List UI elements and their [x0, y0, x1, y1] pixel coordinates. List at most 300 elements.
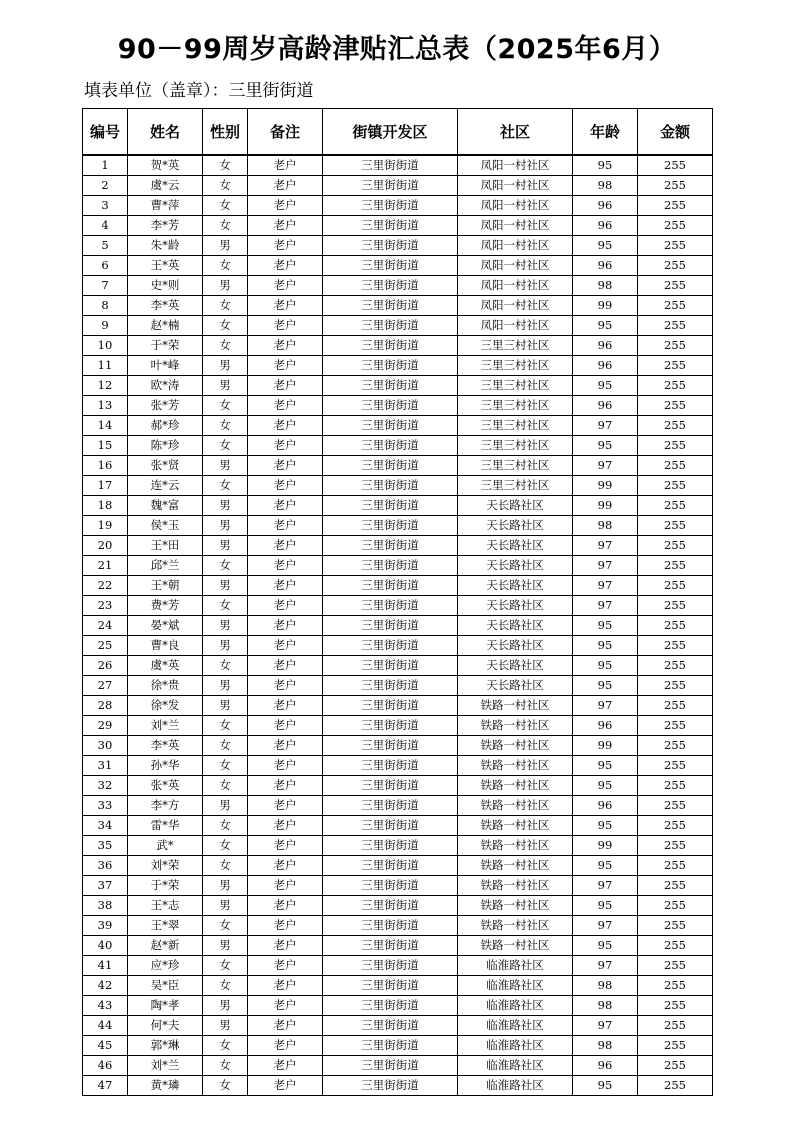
table-row [83, 1016, 713, 1036]
cell-id: 25 [83, 636, 128, 656]
cell-gender: 女 [203, 396, 248, 416]
cell-note: 老户 [248, 636, 323, 656]
cell-amount: 255 [638, 276, 713, 296]
cell-street: 三里街街道 [323, 155, 458, 176]
cell-amount: 255 [638, 376, 713, 396]
cell-amount: 255 [638, 316, 713, 336]
table-row [83, 776, 713, 796]
cell-age: 97 [573, 576, 638, 596]
cell-name: 陶*孝 [128, 996, 203, 1016]
cell-gender: 男 [203, 996, 248, 1016]
cell-amount: 255 [638, 436, 713, 456]
cell-gender: 女 [203, 776, 248, 796]
cell-gender: 女 [203, 436, 248, 456]
cell-street: 三里街街道 [323, 456, 458, 476]
cell-name: 李*芳 [128, 216, 203, 236]
cell-street: 三里街街道 [323, 256, 458, 276]
cell-note: 老户 [248, 996, 323, 1016]
cell-age: 98 [573, 516, 638, 536]
cell-amount: 255 [638, 836, 713, 856]
table-row [83, 996, 713, 1016]
cell-age: 98 [573, 176, 638, 196]
cell-gender: 男 [203, 636, 248, 656]
cell-note: 老户 [248, 476, 323, 496]
cell-age: 97 [573, 1016, 638, 1036]
cell-age: 95 [573, 155, 638, 176]
cell-gender: 男 [203, 376, 248, 396]
cell-gender: 男 [203, 536, 248, 556]
cell-community: 天长路社区 [458, 616, 573, 636]
table-row [83, 276, 713, 296]
cell-age: 98 [573, 276, 638, 296]
cell-age: 96 [573, 196, 638, 216]
cell-age: 96 [573, 356, 638, 376]
table-row [83, 616, 713, 636]
cell-note: 老户 [248, 856, 323, 876]
cell-age: 95 [573, 756, 638, 776]
cell-name: 赵*楠 [128, 316, 203, 336]
cell-amount: 255 [638, 796, 713, 816]
table-row [83, 596, 713, 616]
cell-age: 95 [573, 636, 638, 656]
cell-gender: 女 [203, 155, 248, 176]
cell-age: 95 [573, 776, 638, 796]
cell-community: 天长路社区 [458, 656, 573, 676]
cell-note: 老户 [248, 576, 323, 596]
cell-amount: 255 [638, 356, 713, 376]
header-community: 社区 [458, 109, 573, 156]
cell-amount: 255 [638, 216, 713, 236]
cell-gender: 女 [203, 976, 248, 996]
cell-name: 王*田 [128, 536, 203, 556]
cell-note: 老户 [248, 616, 323, 636]
cell-age: 99 [573, 836, 638, 856]
cell-name: 刘*荣 [128, 856, 203, 876]
cell-note: 老户 [248, 256, 323, 276]
cell-id: 1 [83, 155, 128, 176]
cell-age: 96 [573, 796, 638, 816]
cell-community: 临淮路社区 [458, 1076, 573, 1096]
cell-age: 95 [573, 376, 638, 396]
cell-street: 三里街街道 [323, 216, 458, 236]
cell-community: 铁路一村社区 [458, 696, 573, 716]
cell-id: 43 [83, 996, 128, 1016]
cell-gender: 女 [203, 216, 248, 236]
cell-age: 99 [573, 476, 638, 496]
cell-community: 铁路一村社区 [458, 936, 573, 956]
cell-community: 凤阳一村社区 [458, 236, 573, 256]
cell-community: 三里三村社区 [458, 376, 573, 396]
cell-street: 三里街街道 [323, 176, 458, 196]
cell-amount: 255 [638, 1016, 713, 1036]
cell-note: 老户 [248, 956, 323, 976]
table-row [83, 456, 713, 476]
cell-note: 老户 [248, 1016, 323, 1036]
cell-street: 三里街街道 [323, 656, 458, 676]
cell-id: 36 [83, 856, 128, 876]
cell-name: 孙*华 [128, 756, 203, 776]
cell-amount: 255 [638, 155, 713, 176]
cell-note: 老户 [248, 656, 323, 676]
cell-amount: 255 [638, 696, 713, 716]
cell-street: 三里街街道 [323, 856, 458, 876]
table-row [83, 496, 713, 516]
table-row [83, 916, 713, 936]
cell-community: 天长路社区 [458, 516, 573, 536]
cell-age: 95 [573, 1076, 638, 1096]
cell-community: 天长路社区 [458, 536, 573, 556]
cell-gender: 女 [203, 316, 248, 336]
cell-name: 魏*富 [128, 496, 203, 516]
cell-street: 三里街街道 [323, 716, 458, 736]
cell-id: 14 [83, 416, 128, 436]
cell-gender: 男 [203, 496, 248, 516]
cell-name: 李*方 [128, 796, 203, 816]
cell-note: 老户 [248, 196, 323, 216]
cell-id: 27 [83, 676, 128, 696]
cell-gender: 女 [203, 656, 248, 676]
cell-note: 老户 [248, 676, 323, 696]
cell-name: 邱*兰 [128, 556, 203, 576]
cell-amount: 255 [638, 176, 713, 196]
cell-street: 三里街街道 [323, 316, 458, 336]
cell-amount: 255 [638, 636, 713, 656]
cell-note: 老户 [248, 155, 323, 176]
cell-name: 徐*贵 [128, 676, 203, 696]
cell-age: 99 [573, 736, 638, 756]
cell-community: 天长路社区 [458, 596, 573, 616]
cell-age: 96 [573, 1056, 638, 1076]
table-row [83, 516, 713, 536]
table-row [83, 155, 713, 176]
table-row [83, 236, 713, 256]
cell-street: 三里街街道 [323, 696, 458, 716]
cell-age: 95 [573, 816, 638, 836]
cell-community: 铁路一村社区 [458, 736, 573, 756]
cell-street: 三里街街道 [323, 896, 458, 916]
cell-amount: 255 [638, 916, 713, 936]
cell-amount: 255 [638, 936, 713, 956]
cell-note: 老户 [248, 1036, 323, 1056]
cell-street: 三里街街道 [323, 556, 458, 576]
cell-note: 老户 [248, 816, 323, 836]
cell-gender: 女 [203, 736, 248, 756]
cell-id: 38 [83, 896, 128, 916]
cell-amount: 255 [638, 476, 713, 496]
cell-street: 三里街街道 [323, 436, 458, 456]
cell-name: 费*芳 [128, 596, 203, 616]
cell-gender: 男 [203, 936, 248, 956]
cell-name: 李*英 [128, 736, 203, 756]
cell-age: 97 [573, 456, 638, 476]
cell-name: 徐*发 [128, 696, 203, 716]
table-row [83, 836, 713, 856]
cell-name: 朱*龄 [128, 236, 203, 256]
cell-community: 凤阳一村社区 [458, 276, 573, 296]
table-row [83, 876, 713, 896]
cell-age: 96 [573, 256, 638, 276]
cell-gender: 男 [203, 616, 248, 636]
cell-name: 吴*臣 [128, 976, 203, 996]
cell-gender: 男 [203, 796, 248, 816]
cell-street: 三里街街道 [323, 996, 458, 1016]
table-row [83, 856, 713, 876]
cell-gender: 女 [203, 856, 248, 876]
cell-community: 铁路一村社区 [458, 756, 573, 776]
cell-note: 老户 [248, 536, 323, 556]
cell-note: 老户 [248, 716, 323, 736]
table-row [83, 756, 713, 776]
cell-street: 三里街街道 [323, 936, 458, 956]
cell-note: 老户 [248, 516, 323, 536]
table-row [83, 1036, 713, 1056]
cell-note: 老户 [248, 596, 323, 616]
cell-age: 96 [573, 216, 638, 236]
cell-community: 凤阳一村社区 [458, 196, 573, 216]
cell-id: 20 [83, 536, 128, 556]
cell-age: 95 [573, 656, 638, 676]
cell-name: 曹*良 [128, 636, 203, 656]
cell-note: 老户 [248, 916, 323, 936]
table-row [83, 896, 713, 916]
cell-name: 李*英 [128, 296, 203, 316]
cell-community: 铁路一村社区 [458, 816, 573, 836]
cell-name: 赵*新 [128, 936, 203, 956]
cell-amount: 255 [638, 416, 713, 436]
cell-street: 三里街街道 [323, 356, 458, 376]
cell-amount: 255 [638, 876, 713, 896]
cell-gender: 男 [203, 696, 248, 716]
cell-street: 三里街街道 [323, 496, 458, 516]
cell-community: 天长路社区 [458, 496, 573, 516]
table-body [83, 155, 713, 1096]
cell-id: 40 [83, 936, 128, 956]
table-row [83, 676, 713, 696]
cell-community: 天长路社区 [458, 676, 573, 696]
cell-gender: 女 [203, 296, 248, 316]
cell-age: 95 [573, 316, 638, 336]
cell-community: 临淮路社区 [458, 976, 573, 996]
cell-street: 三里街街道 [323, 976, 458, 996]
table-row [83, 736, 713, 756]
header-amount: 金额 [638, 109, 713, 156]
cell-name: 郭*琳 [128, 1036, 203, 1056]
table-row [83, 796, 713, 816]
cell-gender: 女 [203, 816, 248, 836]
cell-note: 老户 [248, 356, 323, 376]
table-row [83, 316, 713, 336]
cell-street: 三里街街道 [323, 1076, 458, 1096]
cell-amount: 255 [638, 656, 713, 676]
cell-gender: 男 [203, 576, 248, 596]
cell-name: 叶*峰 [128, 356, 203, 376]
cell-age: 99 [573, 496, 638, 516]
cell-gender: 女 [203, 596, 248, 616]
cell-community: 三里三村社区 [458, 436, 573, 456]
cell-age: 98 [573, 996, 638, 1016]
cell-name: 王*翠 [128, 916, 203, 936]
cell-name: 虞*云 [128, 176, 203, 196]
cell-community: 铁路一村社区 [458, 916, 573, 936]
cell-gender: 女 [203, 716, 248, 736]
cell-name: 武* [128, 836, 203, 856]
cell-street: 三里街街道 [323, 756, 458, 776]
cell-id: 8 [83, 296, 128, 316]
cell-community: 铁路一村社区 [458, 876, 573, 896]
cell-community: 凤阳一村社区 [458, 296, 573, 316]
table-row [83, 536, 713, 556]
cell-community: 天长路社区 [458, 576, 573, 596]
cell-note: 老户 [248, 456, 323, 476]
cell-community: 三里三村社区 [458, 416, 573, 436]
cell-amount: 255 [638, 976, 713, 996]
cell-street: 三里街街道 [323, 636, 458, 656]
cell-community: 临淮路社区 [458, 1036, 573, 1056]
cell-street: 三里街街道 [323, 376, 458, 396]
cell-name: 史*则 [128, 276, 203, 296]
cell-id: 26 [83, 656, 128, 676]
cell-name: 王*英 [128, 256, 203, 276]
cell-street: 三里街街道 [323, 516, 458, 536]
table-header-row [83, 109, 713, 156]
cell-community: 铁路一村社区 [458, 856, 573, 876]
cell-name: 雷*华 [128, 816, 203, 836]
unit-label: 填表单位（盖章）：三里街街道 [84, 81, 314, 101]
cell-id: 29 [83, 716, 128, 736]
cell-note: 老户 [248, 976, 323, 996]
header-name: 姓名 [128, 109, 203, 156]
cell-id: 42 [83, 976, 128, 996]
header-note: 备注 [248, 109, 323, 156]
cell-id: 32 [83, 776, 128, 796]
cell-name: 张*贤 [128, 456, 203, 476]
page-title: 90－99周岁高龄津贴汇总表（2025年6月） [117, 34, 677, 65]
cell-id: 28 [83, 696, 128, 716]
cell-age: 97 [573, 416, 638, 436]
cell-community: 临淮路社区 [458, 1056, 573, 1076]
cell-street: 三里街街道 [323, 296, 458, 316]
table-row [83, 656, 713, 676]
cell-id: 7 [83, 276, 128, 296]
cell-age: 95 [573, 676, 638, 696]
cell-id: 6 [83, 256, 128, 276]
table-row [83, 636, 713, 656]
cell-street: 三里街街道 [323, 536, 458, 556]
cell-id: 12 [83, 376, 128, 396]
cell-note: 老户 [248, 336, 323, 356]
cell-amount: 255 [638, 496, 713, 516]
cell-note: 老户 [248, 376, 323, 396]
cell-note: 老户 [248, 296, 323, 316]
cell-gender: 女 [203, 1076, 248, 1096]
cell-age: 97 [573, 696, 638, 716]
cell-age: 96 [573, 336, 638, 356]
cell-gender: 女 [203, 336, 248, 356]
cell-street: 三里街街道 [323, 1036, 458, 1056]
cell-name: 虞*英 [128, 656, 203, 676]
cell-name: 连*云 [128, 476, 203, 496]
table-row [83, 976, 713, 996]
cell-name: 于*荣 [128, 876, 203, 896]
cell-street: 三里街街道 [323, 396, 458, 416]
cell-note: 老户 [248, 896, 323, 916]
cell-community: 铁路一村社区 [458, 716, 573, 736]
cell-street: 三里街街道 [323, 796, 458, 816]
cell-amount: 255 [638, 556, 713, 576]
cell-age: 98 [573, 1036, 638, 1056]
cell-amount: 255 [638, 816, 713, 836]
cell-age: 97 [573, 956, 638, 976]
cell-id: 24 [83, 616, 128, 636]
cell-note: 老户 [248, 216, 323, 236]
cell-name: 刘*兰 [128, 716, 203, 736]
cell-id: 18 [83, 496, 128, 516]
cell-gender: 男 [203, 1016, 248, 1036]
cell-id: 21 [83, 556, 128, 576]
cell-id: 41 [83, 956, 128, 976]
cell-id: 5 [83, 236, 128, 256]
cell-amount: 255 [638, 596, 713, 616]
cell-community: 三里三村社区 [458, 456, 573, 476]
table-row [83, 556, 713, 576]
cell-gender: 男 [203, 676, 248, 696]
cell-gender: 男 [203, 876, 248, 896]
cell-note: 老户 [248, 176, 323, 196]
table-row [83, 356, 713, 376]
table-row [83, 196, 713, 216]
cell-id: 46 [83, 1056, 128, 1076]
cell-gender: 男 [203, 456, 248, 476]
cell-note: 老户 [248, 696, 323, 716]
cell-id: 35 [83, 836, 128, 856]
cell-age: 97 [573, 596, 638, 616]
header-id: 编号 [83, 109, 128, 156]
cell-name: 晏*斌 [128, 616, 203, 636]
cell-street: 三里街街道 [323, 836, 458, 856]
cell-id: 19 [83, 516, 128, 536]
cell-note: 老户 [248, 876, 323, 896]
cell-id: 15 [83, 436, 128, 456]
cell-gender: 女 [203, 256, 248, 276]
cell-amount: 255 [638, 956, 713, 976]
cell-amount: 255 [638, 396, 713, 416]
cell-id: 3 [83, 196, 128, 216]
table-row [83, 376, 713, 396]
cell-note: 老户 [248, 1056, 323, 1076]
cell-amount: 255 [638, 736, 713, 756]
cell-street: 三里街街道 [323, 916, 458, 936]
cell-street: 三里街街道 [323, 476, 458, 496]
cell-name: 王*朝 [128, 576, 203, 596]
cell-note: 老户 [248, 936, 323, 956]
cell-id: 31 [83, 756, 128, 776]
cell-name: 曹*萍 [128, 196, 203, 216]
cell-amount: 255 [638, 1076, 713, 1096]
cell-name: 郝*珍 [128, 416, 203, 436]
cell-note: 老户 [248, 836, 323, 856]
cell-gender: 女 [203, 176, 248, 196]
cell-id: 39 [83, 916, 128, 936]
table-row [83, 476, 713, 496]
cell-age: 97 [573, 916, 638, 936]
cell-id: 30 [83, 736, 128, 756]
table-row [83, 336, 713, 356]
cell-amount: 255 [638, 576, 713, 596]
cell-id: 22 [83, 576, 128, 596]
cell-id: 9 [83, 316, 128, 336]
table-row [83, 296, 713, 316]
cell-street: 三里街街道 [323, 776, 458, 796]
